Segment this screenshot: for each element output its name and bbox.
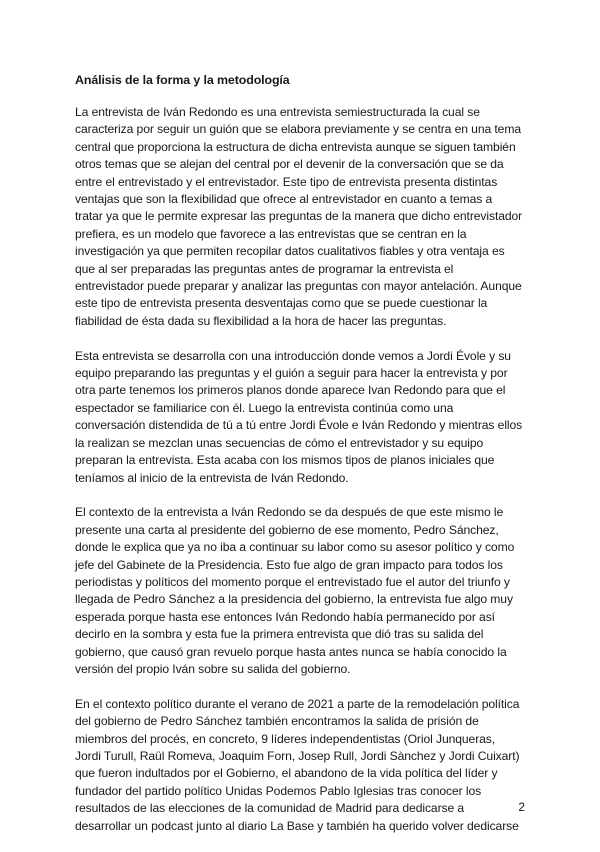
- text-line: central que proporciona la estructura de dicha entrevista aunque se siguen también: [75, 139, 516, 154]
- text-line: investigación ya que permiten recopilar datos cualitativos fiables y otra ventaja es: [75, 244, 505, 259]
- text-line: jefe del Gabinete de la Presidencia. Esto fue algo de gran impacto para todos los: [75, 557, 503, 572]
- text-line: versión del propio Iván sobre su salida del gobierno.: [75, 661, 351, 676]
- text-line: conversación distendida de tú a tú entre Jordi Évole e Iván Redondo y mientras ellos: [75, 418, 523, 433]
- text-line: Jordi Turull, Raül Romeva, Joaquim Forn, Josep Rull, Jordi Sànchez y Jordi Cuixart): [75, 748, 520, 763]
- text-line: que fueron indultados por el Gobierno, el abandono de la vida política del líder y: [75, 766, 498, 781]
- section-heading: Análisis de la forma y la metodología: [75, 73, 290, 87]
- paragraph: [75, 504, 527, 678]
- page-content: [75, 71, 527, 852]
- text-line: la realizan se mezclan unas secuencias de cómo el entrevistador y su equipo: [75, 435, 484, 450]
- text-line: presente una carta al presidente del gobierno de ese momento, Pedro Sánchez,: [75, 522, 499, 537]
- text-line: gobierno, que causó gran revuelo porque hasta antes nunca se había conocido la: [75, 644, 507, 659]
- text-line: donde le explica que ya no iba a continuar su labor como su asesor político y como: [75, 540, 515, 555]
- text-line: llegada de Pedro Sánchez a la presidencia del gobierno, la entrevista fue algo muy: [75, 592, 513, 607]
- paragraph: [75, 104, 527, 330]
- paragraph: [75, 696, 527, 835]
- text-line: equipo preparando las preguntas y el guión a seguir para hacer la entrevista y por: [75, 366, 508, 381]
- paragraph: [75, 348, 527, 487]
- text-line: tratar ya que le permite expresar las preguntas de la manera que dicho entrevistador: [75, 209, 523, 224]
- page-number: 2: [518, 800, 525, 814]
- text-line: Esta entrevista se desarrolla con una introducción donde vemos a Jordi Évole y su: [75, 348, 511, 363]
- text-line: del gobierno de Pedro Sánchez también encontramos la salida de prisión de: [75, 714, 479, 729]
- text-line: miembros del procés, en concreto, 9 líderes independentistas (Oriol Junqueras,: [75, 731, 496, 746]
- text-line: fundador del partido político Unidas Podemos Pablo Iglesias tras conocer los: [75, 783, 482, 798]
- text-line: resultados de las elecciones de la comunidad de Madrid para dedicarse a: [75, 801, 465, 816]
- text-line: esperada porque hasta ese entonces Iván Redondo había permanecido por así: [75, 609, 495, 624]
- text-line: teníamos al inicio de la entrevista de Iván Redondo.: [75, 470, 349, 485]
- text-line: desarrollar un podcast junto al diario La Base y también ha querido volver dedicarse: [75, 818, 519, 833]
- text-line: decirlo en la sombra y esta fue la primera entrevista que dió tras su salida del: [75, 627, 484, 642]
- text-line: preparan la entrevista. Esta acaba con los mismos tipos de planos iniciales que: [75, 453, 495, 468]
- text-line: entrevistador puede preparar y analizar las preguntas con mayor antelación. Aunque: [75, 279, 522, 294]
- text-line: entre el entrevistado y el entrevistador. Este tipo de entrevista presenta distintas: [75, 174, 498, 189]
- text-line: otra parte tenemos los primeros planos donde aparece Ivan Redondo para que el: [75, 383, 506, 398]
- text-line: este tipo de entrevista presenta desventajas como que se puede cuestionar la: [75, 296, 488, 311]
- text-line: ventajas que son la flexibilidad que ofrece al entrevistador en cuanto a temas a: [75, 192, 493, 207]
- text-line: otros temas que se alejan del central por el devenir de la conversación que se da: [75, 157, 504, 172]
- text-line: fiabilidad de ésta dada su flexibilidad a la hora de hacer las preguntas.: [75, 313, 447, 328]
- text-line: periodistas y políticos del momento porque el entrevistado fue el autor del triunfo y: [75, 574, 510, 589]
- text-line: El contexto de la entrevista a Iván Redondo se da después de que este mismo le: [75, 505, 504, 520]
- text-line: que al ser preparadas las preguntas antes de programar la entrevista el: [75, 261, 454, 276]
- text-line: caracteriza por seguir un guión que se elabora previamente y se centra en una tema: [75, 122, 521, 137]
- text-line: espectador se familiarice con él. Luego la entrevista continúa como una: [75, 400, 454, 415]
- text-line: En el contexto político durante el verano de 2021 a parte de la remodelación política: [75, 696, 520, 711]
- text-line: La entrevista de Iván Redondo es una entrevista semiestructurada la cual se: [75, 105, 480, 119]
- text-line: prefiera, es un modelo que favorece a las entrevistas que se centran en la: [75, 226, 467, 241]
